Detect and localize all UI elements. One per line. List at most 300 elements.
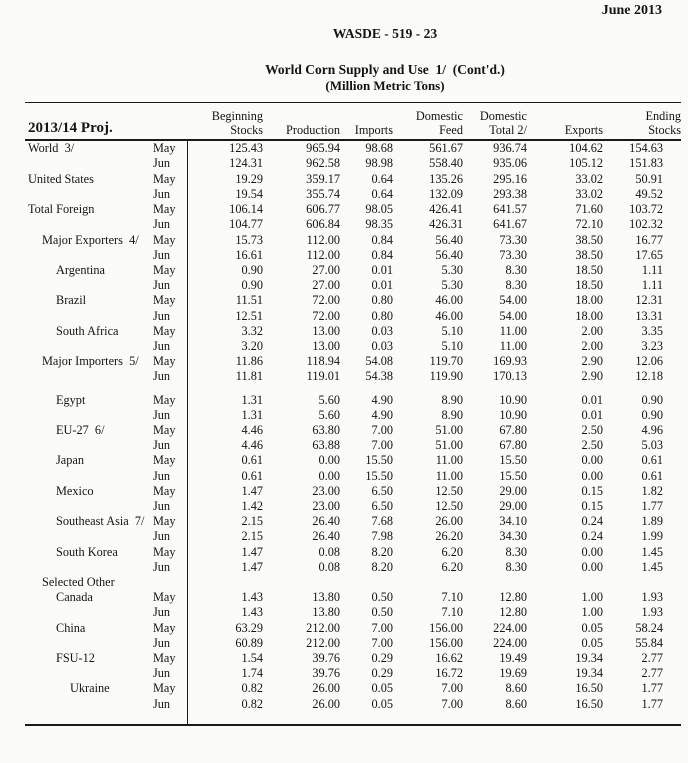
table-row [25, 156, 681, 171]
table-row [25, 605, 681, 620]
value-cell: 13.31 [635, 308, 663, 323]
value-cell: 104.62 [569, 141, 603, 156]
row-label: South Korea [56, 544, 118, 559]
value-cell: 0.00 [318, 453, 340, 468]
table-row [25, 309, 681, 324]
table-row [25, 369, 681, 384]
month-cell: Jun [152, 369, 187, 384]
issue-date: June 2013 [601, 3, 662, 18]
table-row [25, 140, 681, 156]
value-cell: 0.90 [241, 262, 263, 277]
value-cell: 50.91 [635, 171, 663, 186]
value-cell: 8.30 [505, 262, 527, 277]
value-cell [603, 385, 681, 393]
value-cell: 0.01 [581, 407, 603, 422]
value-cell: 1.82 [641, 483, 663, 498]
value-cell: 0.82 [241, 681, 263, 696]
value-cell [340, 385, 393, 393]
value-cell: 98.35 [365, 217, 393, 232]
row-label: Major Importers 5/ [42, 354, 139, 369]
value-cell: 16.77 [635, 232, 663, 247]
value-cell: 26.00 [312, 681, 340, 696]
value-cell: 11.00 [499, 338, 527, 353]
row-label [25, 339, 152, 354]
value-cell: 8.20 [371, 559, 393, 574]
row-label [25, 309, 152, 324]
row-label [25, 469, 152, 484]
value-cell: 63.29 [235, 620, 263, 635]
table-row [25, 499, 681, 514]
value-cell: 4.46 [241, 438, 263, 453]
value-cell: 0.00 [318, 468, 340, 483]
value-cell: 1.47 [241, 544, 263, 559]
value-cell: 1.77 [641, 681, 663, 696]
row-label [25, 217, 152, 232]
month-cell: Jun [152, 248, 187, 263]
table-row [25, 636, 681, 651]
value-cell: 98.05 [365, 202, 393, 217]
value-cell: 1.77 [641, 696, 663, 711]
value-cell [603, 712, 681, 725]
value-cell: 965.94 [306, 141, 340, 156]
value-cell: 1.99 [641, 529, 663, 544]
value-cell: 132.09 [429, 186, 463, 201]
value-cell: 1.47 [241, 483, 263, 498]
value-cell: 11.81 [235, 369, 263, 384]
value-cell: 1.47 [241, 559, 263, 574]
value-cell: 151.83 [629, 156, 663, 171]
section-header-row [25, 575, 681, 590]
value-cell: 6.50 [371, 483, 393, 498]
month-cell: May [152, 393, 187, 408]
month-cell [152, 385, 187, 393]
value-cell: 135.26 [429, 171, 463, 186]
column-header-7: Ending Stocks [603, 103, 681, 141]
value-cell: 12.80 [499, 605, 527, 620]
value-cell: 0.05 [371, 681, 393, 696]
value-cell: 1.42 [241, 498, 263, 513]
table-row [25, 393, 681, 408]
value-cell: 73.30 [499, 232, 527, 247]
value-cell: 0.15 [581, 498, 603, 513]
value-cell: 56.40 [435, 232, 463, 247]
value-cell: 3.32 [241, 323, 263, 338]
value-cell: 15.50 [499, 468, 527, 483]
table-row [25, 697, 681, 712]
value-cell: 170.13 [493, 369, 527, 384]
month-cell: Jun [152, 187, 187, 202]
row-label [25, 605, 152, 620]
value-cell: 7.00 [371, 620, 393, 635]
value-cell: 16.61 [235, 247, 263, 262]
value-cell: 56.40 [435, 247, 463, 262]
row-label [25, 248, 152, 263]
value-cell: 2.50 [581, 422, 603, 437]
value-cell: 104.77 [229, 217, 263, 232]
value-cell: 1.45 [641, 559, 663, 574]
month-cell: May [152, 293, 187, 308]
value-cell: 0.64 [371, 171, 393, 186]
value-cell: 105.12 [569, 156, 603, 171]
month-cell: May [152, 545, 187, 560]
row-label [25, 369, 152, 384]
value-cell [393, 575, 463, 590]
value-cell: 8.30 [505, 544, 527, 559]
value-cell: 2.00 [581, 338, 603, 353]
value-cell: 102.32 [629, 217, 663, 232]
title-block [90, 62, 680, 94]
value-cell: 0.05 [371, 696, 393, 711]
table-row [25, 248, 681, 263]
month-cell: May [152, 590, 187, 605]
month-cell: Jun [152, 529, 187, 544]
value-cell: 8.60 [505, 696, 527, 711]
row-label: FSU-12 [56, 650, 95, 665]
row-label: South Africa [56, 323, 119, 338]
value-cell: 16.72 [435, 666, 463, 681]
table-row [25, 263, 681, 278]
spacer-row [25, 385, 681, 393]
value-cell: 2.77 [641, 666, 663, 681]
value-cell: 3.23 [641, 338, 663, 353]
table-row [25, 324, 681, 339]
value-cell: 8.30 [505, 559, 527, 574]
table-row [25, 453, 681, 468]
value-cell: 7.10 [441, 605, 463, 620]
value-cell: 224.00 [493, 620, 527, 635]
value-cell: 55.84 [635, 635, 663, 650]
row-label: World 3/ [28, 141, 75, 156]
value-cell: 2.90 [581, 354, 603, 369]
value-cell: 5.10 [441, 338, 463, 353]
column-header-5: Domestic Total 2/ [463, 103, 527, 141]
value-cell: 5.10 [441, 323, 463, 338]
month-cell: Jun [152, 438, 187, 453]
value-cell: 4.46 [241, 422, 263, 437]
value-cell: 73.30 [499, 247, 527, 262]
value-cell: 12.50 [435, 483, 463, 498]
value-cell: 962.58 [306, 156, 340, 171]
value-cell: 63.80 [312, 422, 340, 437]
projection-label: 2013/14 Proj. [25, 103, 187, 141]
value-cell: 0.00 [581, 559, 603, 574]
value-cell: 212.00 [306, 620, 340, 635]
month-cell: May [152, 651, 187, 666]
value-cell: 19.34 [575, 666, 603, 681]
value-cell [603, 575, 681, 590]
value-cell: 355.74 [306, 186, 340, 201]
value-cell: 0.61 [241, 468, 263, 483]
value-cell: 27.00 [312, 278, 340, 293]
value-cell: 0.24 [581, 514, 603, 529]
value-cell: 15.50 [365, 453, 393, 468]
value-cell: 0.50 [371, 590, 393, 605]
value-cell [527, 712, 603, 725]
row-label [25, 385, 152, 393]
value-cell: 154.63 [629, 141, 663, 156]
month-cell: May [152, 514, 187, 529]
table-row [25, 560, 681, 575]
value-cell: 0.84 [371, 232, 393, 247]
month-cell: May [152, 202, 187, 217]
row-label [25, 666, 152, 681]
row-label: Selected Other [42, 574, 115, 589]
table-row [25, 651, 681, 666]
value-cell: 72.10 [575, 217, 603, 232]
table-row [25, 484, 681, 499]
value-cell: 0.01 [581, 392, 603, 407]
value-cell: 54.00 [499, 293, 527, 308]
value-cell: 0.05 [581, 635, 603, 650]
value-cell: 15.50 [365, 468, 393, 483]
value-cell: 0.03 [371, 323, 393, 338]
value-cell [187, 575, 263, 590]
value-cell: 0.90 [641, 392, 663, 407]
value-cell: 558.40 [429, 156, 463, 171]
value-cell: 1.31 [241, 392, 263, 407]
value-cell [393, 712, 463, 725]
value-cell: 12.31 [635, 293, 663, 308]
value-cell: 0.01 [371, 278, 393, 293]
value-cell: 51.00 [435, 422, 463, 437]
value-cell: 1.93 [641, 605, 663, 620]
value-cell [393, 385, 463, 393]
value-cell: 19.29 [235, 171, 263, 186]
value-cell: 5.03 [641, 438, 663, 453]
row-label: Mexico [56, 483, 94, 498]
month-cell [152, 575, 187, 590]
month-cell: Jun [152, 217, 187, 232]
value-cell: 426.31 [429, 217, 463, 232]
value-cell: 0.84 [371, 247, 393, 262]
month-cell: May [152, 263, 187, 278]
value-cell: 72.00 [312, 293, 340, 308]
value-cell: 7.00 [441, 681, 463, 696]
value-cell: 169.93 [493, 354, 527, 369]
table-row [25, 545, 681, 560]
column-header-1: Beginning Stocks [187, 103, 263, 141]
row-label [25, 636, 152, 651]
table-row [25, 681, 681, 696]
value-cell: 6.20 [441, 559, 463, 574]
row-label [25, 560, 152, 575]
row-label: Egypt [56, 392, 86, 407]
value-cell [263, 385, 340, 393]
value-cell: 8.90 [441, 407, 463, 422]
value-cell: 3.20 [241, 338, 263, 353]
value-cell: 60.89 [235, 635, 263, 650]
table-subtitle: (Million Metric Tons) [325, 78, 445, 94]
column-header-6: Exports [527, 103, 603, 141]
month-cell: Jun [152, 278, 187, 293]
value-cell: 2.77 [641, 650, 663, 665]
value-cell: 2.15 [241, 514, 263, 529]
table-row [25, 278, 681, 293]
value-cell: 38.50 [575, 247, 603, 262]
month-cell: May [152, 354, 187, 369]
value-cell: 18.00 [575, 293, 603, 308]
value-cell: 112.00 [306, 247, 340, 262]
value-cell: 641.57 [493, 202, 527, 217]
spacer-row [25, 712, 681, 725]
value-cell: 58.24 [635, 620, 663, 635]
month-cell: May [152, 423, 187, 438]
value-cell: 0.08 [318, 559, 340, 574]
value-cell: 0.80 [371, 308, 393, 323]
value-cell: 0.08 [318, 544, 340, 559]
table-row [25, 233, 681, 248]
value-cell: 7.98 [371, 529, 393, 544]
value-cell: 19.49 [499, 650, 527, 665]
value-cell: 5.30 [441, 278, 463, 293]
row-label [25, 156, 152, 171]
value-cell: 12.18 [635, 369, 663, 384]
value-cell: 26.00 [312, 696, 340, 711]
row-label: Argentina [56, 262, 105, 277]
value-cell: 2.90 [581, 369, 603, 384]
value-cell: 0.05 [581, 620, 603, 635]
value-cell: 561.67 [429, 141, 463, 156]
value-cell: 12.50 [435, 498, 463, 513]
value-cell: 118.94 [306, 354, 340, 369]
value-cell: 10.90 [499, 392, 527, 407]
row-label: Ukraine [70, 681, 110, 696]
row-label [25, 712, 152, 725]
month-cell: May [152, 172, 187, 187]
value-cell: 0.15 [581, 483, 603, 498]
value-cell: 359.17 [306, 171, 340, 186]
value-cell: 1.00 [581, 590, 603, 605]
value-cell: 67.80 [499, 438, 527, 453]
value-cell: 11.00 [435, 468, 463, 483]
value-cell: 293.38 [493, 186, 527, 201]
table-row [25, 514, 681, 529]
value-cell: 0.50 [371, 605, 393, 620]
value-cell: 72.00 [312, 308, 340, 323]
value-cell: 23.00 [312, 483, 340, 498]
value-cell: 12.51 [235, 308, 263, 323]
value-cell: 0.90 [641, 407, 663, 422]
value-cell: 34.10 [499, 514, 527, 529]
value-cell: 33.02 [575, 186, 603, 201]
value-cell: 7.00 [371, 438, 393, 453]
value-cell: 1.11 [641, 278, 663, 293]
value-cell: 54.38 [365, 369, 393, 384]
table-row [25, 423, 681, 438]
value-cell: 8.30 [505, 278, 527, 293]
value-cell [263, 712, 340, 725]
value-cell: 11.51 [235, 293, 263, 308]
value-cell: 5.30 [441, 262, 463, 277]
table-row [25, 438, 681, 453]
value-cell: 3.35 [641, 323, 663, 338]
month-cell: May [152, 621, 187, 636]
value-cell: 6.20 [441, 544, 463, 559]
value-cell: 2.50 [581, 438, 603, 453]
value-cell: 13.80 [312, 590, 340, 605]
month-cell: May [152, 681, 187, 696]
month-cell: Jun [152, 408, 187, 423]
value-cell: 0.00 [581, 544, 603, 559]
value-cell: 0.64 [371, 186, 393, 201]
value-cell: 0.82 [241, 696, 263, 711]
value-cell: 16.62 [435, 650, 463, 665]
value-cell: 4.90 [371, 407, 393, 422]
month-cell: Jun [152, 156, 187, 171]
value-cell: 26.40 [312, 514, 340, 529]
value-cell: 8.60 [505, 681, 527, 696]
value-cell: 0.03 [371, 338, 393, 353]
month-cell: Jun [152, 560, 187, 575]
value-cell: 17.65 [635, 247, 663, 262]
month-cell: May [152, 484, 187, 499]
table-row [25, 408, 681, 423]
value-cell: 27.00 [312, 262, 340, 277]
table-row [25, 666, 681, 681]
row-label: Canada [56, 590, 93, 605]
value-cell: 1.77 [641, 498, 663, 513]
value-cell: 63.88 [312, 438, 340, 453]
value-cell: 606.77 [306, 202, 340, 217]
value-cell: 156.00 [429, 635, 463, 650]
value-cell: 1.31 [241, 407, 263, 422]
value-cell: 11.00 [499, 323, 527, 338]
value-cell: 39.76 [312, 666, 340, 681]
row-label: United States [28, 171, 94, 186]
table-row [25, 339, 681, 354]
row-label [25, 529, 152, 544]
value-cell: 119.70 [429, 354, 463, 369]
value-cell [187, 712, 263, 725]
value-cell: 54.00 [499, 308, 527, 323]
month-cell: May [152, 233, 187, 248]
row-label [25, 697, 152, 712]
supply-use-table [25, 102, 681, 726]
value-cell: 606.84 [306, 217, 340, 232]
value-cell [527, 575, 603, 590]
value-cell: 39.76 [312, 650, 340, 665]
value-cell: 12.80 [499, 590, 527, 605]
month-cell: May [152, 140, 187, 156]
value-cell: 112.00 [306, 232, 340, 247]
row-label: Total Foreign [28, 202, 95, 217]
value-cell: 7.68 [371, 514, 393, 529]
table-row [25, 354, 681, 369]
month-cell: Jun [152, 605, 187, 620]
row-label [25, 187, 152, 202]
value-cell: 67.80 [499, 422, 527, 437]
value-cell: 54.08 [365, 354, 393, 369]
month-cell: Jun [152, 339, 187, 354]
value-cell: 1.00 [581, 605, 603, 620]
month-cell: Jun [152, 309, 187, 324]
column-header-2: Production [263, 103, 340, 141]
value-cell: 23.00 [312, 498, 340, 513]
value-cell: 26.20 [435, 529, 463, 544]
value-cell: 0.01 [371, 262, 393, 277]
value-cell: 6.50 [371, 498, 393, 513]
value-cell: 4.90 [371, 392, 393, 407]
value-cell: 12.06 [635, 354, 663, 369]
value-cell: 7.00 [441, 696, 463, 711]
value-cell [463, 575, 527, 590]
report-code: WASDE - 519 - 23 [332, 26, 438, 41]
value-cell: 7.00 [371, 422, 393, 437]
value-cell: 49.52 [635, 186, 663, 201]
value-cell: 426.41 [429, 202, 463, 217]
row-label: Major Exporters 4/ [42, 232, 139, 247]
table-row [25, 293, 681, 308]
